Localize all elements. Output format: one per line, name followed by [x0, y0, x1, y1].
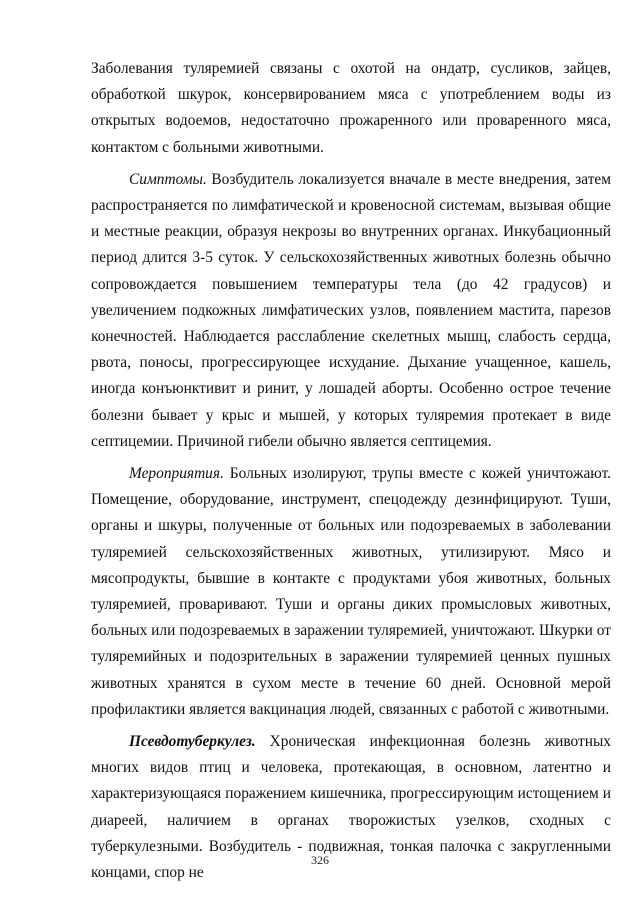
pseudotuberculosis-heading: Псевдотуберкулез.	[129, 733, 256, 751]
paragraph-text: Хроническая инфекционная болезнь животных многих видов птиц и человека, протекающая, в основном, латентно и характеризующаяся поражением кишечника, прогрессирующим истощением и диареей, наличием в органах творожистых узелков, сходных с туберкулезными. Возбудитель - подвижная, тонкая палочка с закругленными концами, спор не	[91, 733, 611, 882]
paragraph-text: Больных изолируют, трупы вместе с кожей уничтожают. Помещение, оборудование, инструмент, спецодежду дезинфицируют. Туши, органы и шкуры, полученные от больных или подозреваемых в заболевании туляремией сельскохозяйственных животных, утилизируют. Мясо и мясопродукты, бывшие в контакте с продуктами убоя животных, больных туляремией, проваривают. Туши и органы диких промысловых животных, больных или подозреваемых в заражении туляремией, уничтожают. Шкурки от туляремийных и подозрительных в заражении туляремией ценных пушных животных хранятся в сухом месте в течение 60 дней. Основной мерой профилактики является вакцинация людей, связанных с работой с животными.	[91, 465, 611, 718]
measures-heading: Мероприятия.	[129, 465, 224, 483]
paragraph-measures	[91, 461, 611, 723]
paragraph-symptoms	[91, 167, 611, 455]
paragraph-text: Заболевания туляремией связаны с охотой на ондатр, сусликов, зайцев, обработкой шкурок, консервированием мяса с употреблением воды из открытых водоемов, недостаточно прожаренного или проваренного мяса, контактом с больными животными.	[91, 60, 611, 156]
paragraph-tularemia-sources	[91, 56, 611, 161]
symptoms-heading: Симптомы.	[129, 170, 207, 188]
paragraph-text: Возбудитель локализуется вначале в месте внедрения, затем распространяется по лимфатической и кровеносной системам, вызывая общие и местные реакции, образуя некрозы во внутренних органах. Инкубационный период длится 3-5 суток. У сельскохозяйственных животных болезнь обычно сопровождается повышением температуры тела (до 42 градусов) и увеличением подкожных лимфатических узлов, появлением мастита, парезов конечностей. Наблюдается расслабление скелетных мышц, слабость сердца, рвота, поносы, прогрессирующее исхудание. Дыхание учащенное, кашель, иногда конъюнктивит и ринит, у лошадей аборты. Особенно острое течение болезни бывает у крыс и мышей, у которых туляремия протекает в виде септицемии. Причиной гибели обычно является септицемия.	[91, 170, 611, 450]
page-number: 326	[311, 853, 329, 867]
text-body	[91, 56, 611, 886]
